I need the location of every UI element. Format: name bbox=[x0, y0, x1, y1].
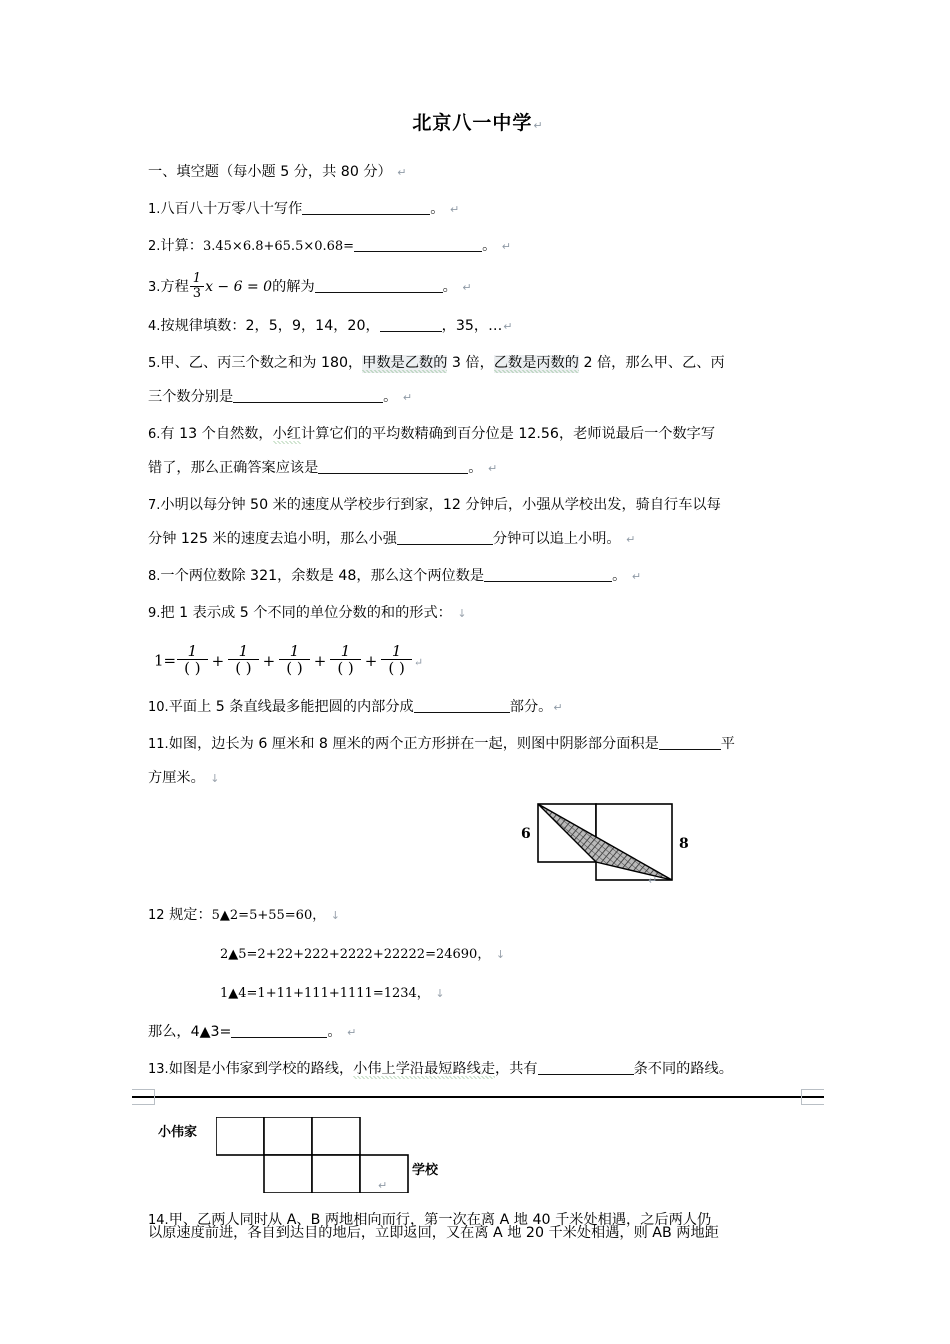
question-text-end: 部分。 bbox=[509, 699, 553, 716]
question-number: 13. bbox=[148, 1062, 169, 1078]
question-12-line2 bbox=[220, 943, 808, 966]
question-text: 分钟 125 米的速度去追小明，那么小强 bbox=[148, 530, 397, 547]
rule-line-3: 1▲4=1+11+111+1111=1234， bbox=[220, 986, 430, 1002]
question-text-end: 。 bbox=[612, 567, 627, 584]
question-6 bbox=[148, 423, 808, 446]
grammar-flagged-text: 小红 bbox=[272, 425, 301, 442]
unit-fraction-1 bbox=[177, 643, 207, 676]
question-5 bbox=[148, 352, 808, 375]
paragraph-mark-icon: ↵ bbox=[503, 319, 513, 333]
equation-rest: x − 6 = 0 bbox=[205, 278, 273, 295]
question-text-end: 。 bbox=[468, 459, 483, 476]
plus-operator: + bbox=[211, 651, 225, 670]
question-text: 把 1 表示成 5 个不同的单位分数的和的形式： bbox=[160, 604, 452, 621]
question-text: 甲、乙、丙三个数之和为 180， bbox=[160, 354, 363, 371]
question-text: 小明以每分钟 50 米的速度从学校步行到家，12 分钟后，小强从学校出发，骑自行车以每 bbox=[160, 496, 721, 513]
unit-fraction-4 bbox=[330, 643, 360, 676]
figure-route-grid bbox=[158, 1117, 476, 1193]
question-number: 1. bbox=[148, 201, 161, 217]
question-6-line2 bbox=[148, 457, 808, 480]
section-heading bbox=[148, 161, 808, 184]
answer-blank[interactable] bbox=[538, 1074, 634, 1075]
question-text: 计算它们的平均数精确到百分位是 12.56，老师说最后一个数字写 bbox=[301, 425, 716, 442]
answer-blank[interactable] bbox=[302, 214, 430, 215]
line-break-mark-icon: ↓ bbox=[457, 606, 467, 620]
question-number: 4. bbox=[148, 318, 161, 334]
question-text: 如图，边长为 6 厘米和 8 厘米的两个正方形拼在一起，则图中阴影部分面积是 bbox=[168, 736, 659, 753]
answer-blank[interactable] bbox=[659, 749, 721, 750]
question-text: 按规律填数：2，5，9，14，20， bbox=[160, 317, 380, 334]
question-text: 平 bbox=[720, 736, 735, 753]
paragraph-mark-icon: ↵ bbox=[533, 119, 544, 132]
paragraph-mark-icon: ↵ bbox=[501, 239, 512, 253]
fraction-one-third bbox=[190, 272, 204, 301]
figure-two-squares bbox=[516, 800, 706, 892]
question-text: 八百八十万零八十写作 bbox=[160, 200, 303, 217]
question-text: 2 倍，那么甲、乙、丙 bbox=[578, 354, 725, 371]
question-7-line2 bbox=[148, 528, 808, 551]
figure-route-grid-wrapper bbox=[148, 1117, 808, 1203]
question-number: 11. bbox=[148, 737, 169, 753]
paragraph-mark-icon: ↵ bbox=[378, 1179, 388, 1193]
paragraph-mark-icon: ↵ bbox=[347, 1026, 357, 1040]
grammar-flagged-text: 小伟上学沿最短路线走 bbox=[353, 1061, 496, 1078]
question-text: 一个两位数除 321，余数是 48，那么这个两位数是 bbox=[160, 567, 485, 584]
question-12-line3 bbox=[220, 982, 808, 1005]
question-text: 以原速度前进，各自到达目的地后，立即返回，又在离 A 地 20 千米处相遇，则 AB 两地距 bbox=[148, 1225, 719, 1241]
question-9-equation bbox=[154, 643, 808, 676]
question-number: 8. bbox=[148, 568, 161, 584]
answer-blank[interactable] bbox=[354, 251, 482, 252]
line-break-mark-icon: ↓ bbox=[210, 772, 220, 786]
question-number: 7. bbox=[148, 497, 161, 513]
question-text: 有 13 个自然数， bbox=[160, 425, 273, 442]
page-break-divider bbox=[148, 1087, 808, 1107]
question-number: 2. bbox=[148, 238, 161, 254]
question-number: 9. bbox=[148, 605, 161, 621]
line-break-mark-icon: ↓ bbox=[330, 909, 340, 923]
question-number: 3. bbox=[148, 279, 161, 295]
unit-fraction-3 bbox=[279, 643, 309, 676]
page-break-rule bbox=[132, 1096, 824, 1098]
fraction-numerator: 1 bbox=[238, 641, 249, 660]
fraction-denominator[interactable]: ( ) bbox=[228, 659, 258, 676]
question-3 bbox=[148, 272, 808, 301]
two-squares-shaded-triangle-svg bbox=[516, 800, 706, 892]
question-11 bbox=[148, 733, 808, 756]
grammar-flagged-text: 甲数是乙数的 bbox=[362, 354, 448, 371]
plus-operator: + bbox=[313, 651, 327, 670]
question-12-line4 bbox=[148, 1021, 808, 1044]
equation-lhs: 1= bbox=[154, 651, 177, 670]
paragraph-mark-icon: ↵ bbox=[413, 655, 424, 669]
question-text: 方厘米。 bbox=[148, 770, 205, 787]
question-text: 计算： bbox=[160, 237, 203, 254]
question-text-end: 。 bbox=[327, 1024, 342, 1041]
paragraph-mark-icon: ↵ bbox=[462, 280, 472, 294]
page-break-bracket-right bbox=[801, 1089, 824, 1105]
fraction-denominator[interactable]: ( ) bbox=[177, 659, 207, 676]
paragraph-mark-icon: ↵ bbox=[402, 390, 413, 404]
unit-fraction-2 bbox=[228, 643, 258, 676]
question-number: 14. bbox=[148, 1213, 169, 1229]
fraction-numerator: 1 bbox=[391, 641, 402, 660]
question-text: 那么，4▲3= bbox=[148, 1024, 232, 1041]
question-text-end: 。 bbox=[442, 278, 457, 295]
page-title bbox=[148, 112, 808, 135]
fraction-numerator: 1 bbox=[340, 641, 351, 660]
paragraph-mark-icon: ↵ bbox=[648, 874, 658, 888]
square-label-right: 8 bbox=[679, 836, 689, 853]
grid-label-home: 小伟家 bbox=[158, 1125, 198, 1141]
answer-blank[interactable] bbox=[414, 712, 510, 713]
question-text-mid: 的解为 bbox=[272, 278, 315, 295]
plus-operator: + bbox=[262, 651, 276, 670]
question-number: 5. bbox=[148, 355, 161, 371]
fraction-numerator: 1 bbox=[187, 641, 198, 660]
grammar-flagged-text: 乙数是丙数的 bbox=[493, 354, 579, 371]
question-text-end: 。 bbox=[430, 200, 445, 217]
line-break-mark-icon: ↓ bbox=[435, 987, 445, 1001]
question-text: 3 倍， bbox=[447, 354, 494, 371]
line-break-mark-icon: ↓ bbox=[495, 948, 506, 962]
document-body bbox=[148, 112, 808, 1238]
question-text-end: ，35，… bbox=[441, 317, 503, 334]
paragraph-mark-icon: ↵ bbox=[397, 165, 407, 179]
grid-label-school: 学校 bbox=[412, 1163, 439, 1179]
question-number: 12 bbox=[148, 908, 165, 924]
page-break-bracket-left bbox=[132, 1089, 155, 1105]
paragraph-mark-icon: ↵ bbox=[553, 701, 563, 715]
question-5-line2 bbox=[148, 386, 808, 409]
question-text: 甲、乙两人同时从 A、B 两地相向而行，第一次在离 A 地 40 千米处相遇，之后两人仍 bbox=[168, 1212, 712, 1229]
answer-blank[interactable] bbox=[380, 331, 442, 332]
question-13 bbox=[148, 1058, 808, 1081]
answer-blank[interactable] bbox=[231, 1037, 327, 1038]
page-title-text: 北京八一中学 bbox=[412, 112, 533, 134]
question-4 bbox=[148, 315, 808, 338]
question-8 bbox=[148, 565, 808, 588]
answer-blank[interactable] bbox=[233, 402, 383, 403]
fraction-denominator: 3 bbox=[190, 286, 204, 301]
section-heading-text: 一、填空题（每小题 5 分，共 80 分） bbox=[148, 163, 392, 180]
fraction-denominator[interactable]: ( ) bbox=[330, 659, 360, 676]
question-12 bbox=[148, 904, 808, 927]
question-text-end: 。 bbox=[482, 237, 497, 254]
paragraph-mark-icon: ↵ bbox=[450, 202, 460, 216]
paragraph-mark-icon: ↵ bbox=[626, 532, 636, 546]
question-11-line2 bbox=[148, 767, 808, 790]
question-7 bbox=[148, 494, 808, 517]
rule-line-1: 5▲2=5+55=60， bbox=[211, 908, 326, 924]
answer-blank[interactable] bbox=[315, 292, 443, 293]
answer-blank[interactable] bbox=[397, 544, 493, 545]
question-2 bbox=[148, 235, 808, 258]
question-number: 10. bbox=[148, 700, 169, 716]
question-text: 规定： bbox=[169, 907, 212, 924]
fraction-numerator: 1 bbox=[192, 270, 202, 286]
question-text: 平面上 5 条直线最多能把圆的内部分成 bbox=[168, 699, 414, 716]
question-text: 三个数分别是 bbox=[148, 388, 234, 405]
question-expression: 3.45×6.8+65.5×0.68= bbox=[202, 238, 355, 254]
question-1 bbox=[148, 198, 808, 221]
question-text-end: 。 bbox=[383, 388, 398, 405]
paragraph-mark-icon: ↵ bbox=[487, 461, 498, 475]
question-14-clipped-line bbox=[148, 1222, 816, 1244]
figure-two-squares-wrapper bbox=[148, 796, 808, 900]
question-text: 如图是小伟家到学校的路线， bbox=[168, 1061, 354, 1078]
question-text: 错了，那么正确答案应该是 bbox=[148, 459, 319, 476]
question-10 bbox=[148, 696, 808, 719]
question-text: ，共有 bbox=[495, 1061, 538, 1078]
fraction-denominator[interactable]: ( ) bbox=[279, 659, 309, 676]
square-label-left: 6 bbox=[521, 826, 531, 843]
answer-blank[interactable] bbox=[484, 581, 612, 582]
unit-fraction-5 bbox=[381, 643, 411, 676]
plus-operator: + bbox=[364, 651, 378, 670]
fraction-numerator: 1 bbox=[289, 641, 300, 660]
question-9 bbox=[148, 602, 808, 625]
answer-blank[interactable] bbox=[318, 473, 468, 474]
question-text-end: 分钟可以追上小明。 bbox=[492, 530, 621, 547]
question-text: 方程 bbox=[160, 278, 189, 295]
route-grid-svg bbox=[216, 1117, 476, 1193]
fraction-denominator[interactable]: ( ) bbox=[381, 659, 411, 676]
rule-line-2: 2▲5=2+22+222+2222+22222=24690， bbox=[220, 947, 491, 963]
question-text-end: 条不同的路线。 bbox=[633, 1061, 733, 1078]
paragraph-mark-icon: ↵ bbox=[631, 569, 642, 583]
question-number: 6. bbox=[148, 426, 161, 442]
